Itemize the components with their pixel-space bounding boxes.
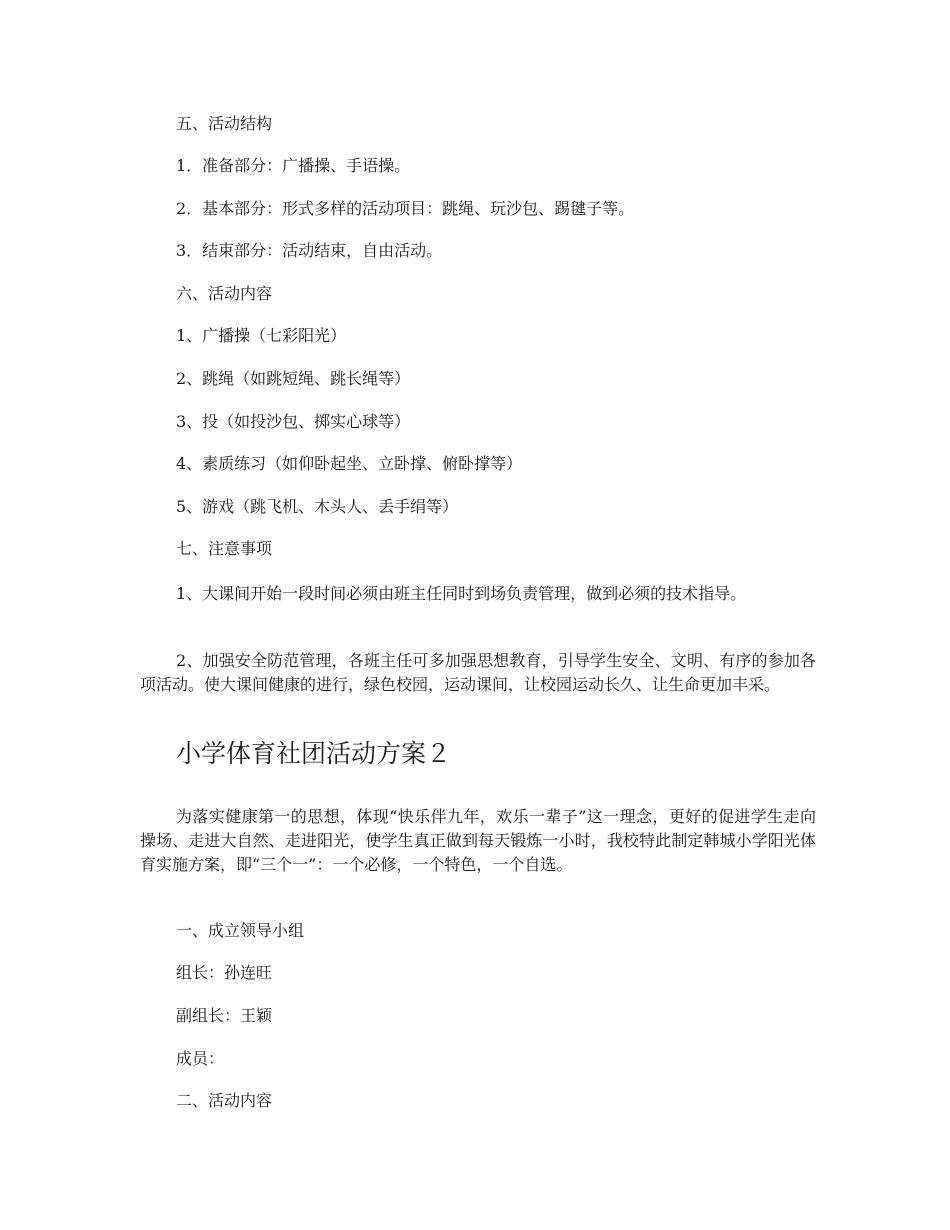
list-item: 1、广播操（七彩阳光） bbox=[176, 326, 347, 345]
section-heading: 二、活动内容 bbox=[176, 1091, 273, 1110]
list-item: 3．结束部分：活动结束，自由活动。 bbox=[176, 241, 443, 260]
list-item: 1．准备部分：广播操、手语操。 bbox=[176, 156, 411, 175]
list-item: 2、跳绳（如跳短绳、跳长绳等） bbox=[176, 369, 411, 388]
section-heading: 一、成立领导小组 bbox=[176, 921, 305, 940]
list-item: 副组长：王颖 bbox=[176, 1006, 273, 1025]
paragraph: 为落实健康第一的思想，体现“快乐伴九年，欢乐一辈子”这一理念，更好的促进学生走向操场、走进大自然、走进阳光，使学生真正做到每天锻炼一小时，我校特此制定韩城小学阳光体育实施方案，即“三个一”：一个必修，一个特色，一个自选。 bbox=[140, 807, 816, 874]
section-heading: 七、注意事项 bbox=[176, 539, 273, 558]
list-item: 组长：孙连旺 bbox=[176, 963, 273, 982]
section-heading: 五、活动结构 bbox=[176, 114, 273, 133]
list-item: 成员： bbox=[176, 1049, 225, 1068]
list-item: 5、游戏（跳飞机、木头人、丢手绢等） bbox=[176, 497, 459, 516]
list-item: 2．基本部分：形式多样的活动项目：跳绳、玩沙包、踢毽子等。 bbox=[176, 199, 635, 218]
paragraph: 1、大课间开始一段时间必须由班主任同时到场负责管理，做到必须的技术指导。 bbox=[176, 584, 747, 603]
paragraph: 2、加强安全防范管理，各班主任可多加强思想教育，引导学生安全、文明、有序的参加各项活动。使大课间健康的进行，绿色校园，运动课间，让校园运动长久、让生命更加丰采。 bbox=[140, 651, 816, 694]
plan2-title: 小学体育社团活动方案２ bbox=[176, 739, 452, 768]
list-item: 3、投（如投沙包、掷实心球等） bbox=[176, 412, 411, 431]
section-heading: 六、活动内容 bbox=[176, 284, 273, 303]
list-item: 4、素质练习（如仰卧起坐、立卧撑、俯卧撑等） bbox=[176, 454, 523, 473]
